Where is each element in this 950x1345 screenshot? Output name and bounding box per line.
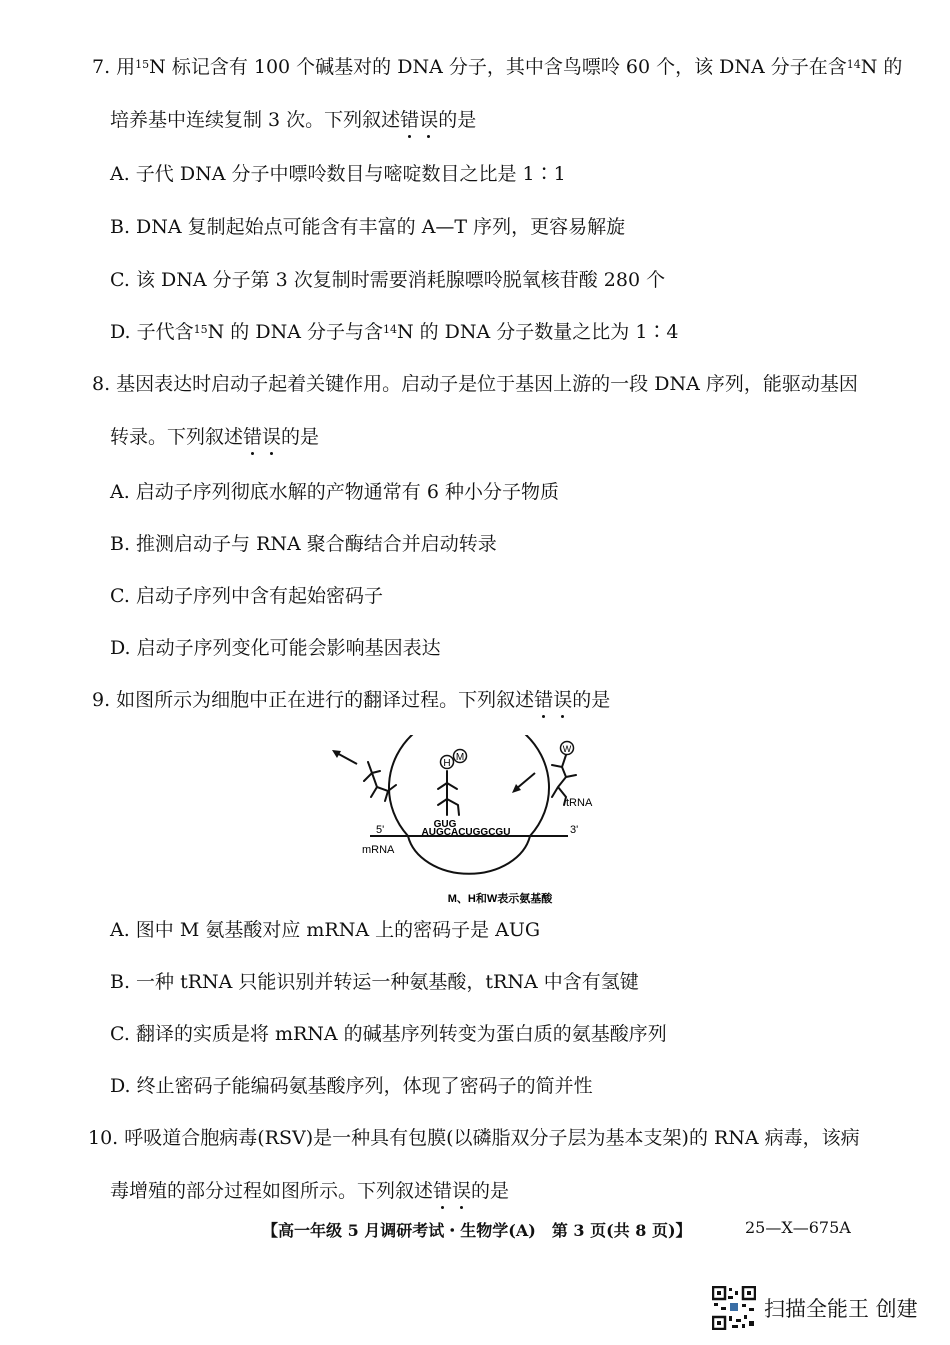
trna-label: tRNA — [566, 797, 593, 809]
translation-diagram — [330, 735, 620, 915]
q9-option-b: B. 一种 tRNA 只能识别并转运一种氨基酸，tRNA 中含有氢键 — [110, 971, 639, 993]
qr-code-icon — [712, 1286, 756, 1330]
q9-option-a: A. 图中 M 氨基酸对应 mRNA 上的密码子是 AUG — [110, 919, 541, 941]
q7-option-d: D. 子代含$^{15}$N 的 DNA 分子与含$^{14}$N 的 DNA 分子数量之比为 1∶4 — [110, 321, 679, 343]
amino-acid-m-label: M — [455, 752, 465, 763]
incoming-arrow — [516, 773, 535, 789]
q8-option-b: B. 推测启动子与 RNA 聚合酶结合并启动转录 — [110, 533, 497, 555]
q8-option-d: D. 启动子序列变化可能会影响基因表达 — [110, 637, 441, 659]
q7-option-b: B. DNA 复制起始点可能含有丰富的 A—T 序列，更容易解旋 — [110, 216, 626, 238]
q7-stem-line2: 培养基中连续复制 3 次。下列叙述错误的是 — [110, 109, 477, 131]
q9-option-d: D. 终止密码子能编码氨基酸序列，体现了密码子的简并性 — [110, 1075, 593, 1097]
amino-acid-h-label: H — [443, 758, 451, 769]
q7-option-a: A. 子代 DNA 分子中嘌呤数目与嘧啶数目之比是 1∶1 — [110, 163, 566, 185]
trna-p-site — [438, 771, 459, 815]
scanner-watermark: 扫描全能王 创建 — [764, 1297, 918, 1321]
mrna-label: mRNA — [362, 844, 395, 856]
q7-option-c: C. 该 DNA 分子第 3 次复制时需要消耗腺嘌呤脱氧核苷酸 280 个 — [110, 269, 666, 291]
q9-stem: 9. 如图所示为细胞中正在进行的翻译过程。下列叙述错误的是 — [92, 689, 611, 711]
q8-option-a: A. 启动子序列彻底水解的产物通常有 6 种小分子物质 — [110, 481, 559, 503]
q10-stem-line1: 10. 呼吸道合胞病毒(RSV)是一种具有包膜(以磷脂双分子层为基本支架)的 RNA 病毒，该病 — [88, 1127, 860, 1149]
ribosome-small-subunit — [408, 836, 530, 874]
diagram-caption: M、H和W表示氨基酸 — [447, 893, 553, 905]
three-prime-label: 3' — [570, 824, 579, 836]
q8-option-c: C. 启动子序列中含有起始密码子 — [110, 585, 383, 607]
five-prime-label: 5' — [376, 824, 385, 836]
page-footer: 【高一年级 5 月调研考试・生物学(A) 第 3 页(共 8 页)】 — [262, 1221, 692, 1240]
anticodon-label: GUG — [433, 819, 457, 830]
exam-code: 25—X—675A — [745, 1218, 851, 1237]
ribosome-large-subunit — [389, 735, 549, 836]
q10-stem-line2: 毒增殖的部分过程如图所示。下列叙述错误的是 — [110, 1180, 510, 1202]
q8-stem-line2: 转录。下列叙述错误的是 — [110, 426, 320, 448]
amino-acid-w-label: W — [562, 744, 572, 754]
q7-stem-line1: 7. 用$^{15}$N 标记含有 100 个碱基对的 DNA 分子，其中含鸟嘌呤 60 个，该 DNA 分子在含$^{14}$N 的 — [92, 56, 903, 78]
mrna-sequence: AUGCACUGGCGU — [421, 827, 511, 838]
q9-option-c: C. 翻译的实质是将 mRNA 的碱基序列转变为蛋白质的氨基酸序列 — [110, 1023, 667, 1045]
q8-stem-line1: 8. 基因表达时启动子起着关键作用。启动子是位于基因上游的一段 DNA 序列，能驱动基因 — [92, 373, 858, 395]
